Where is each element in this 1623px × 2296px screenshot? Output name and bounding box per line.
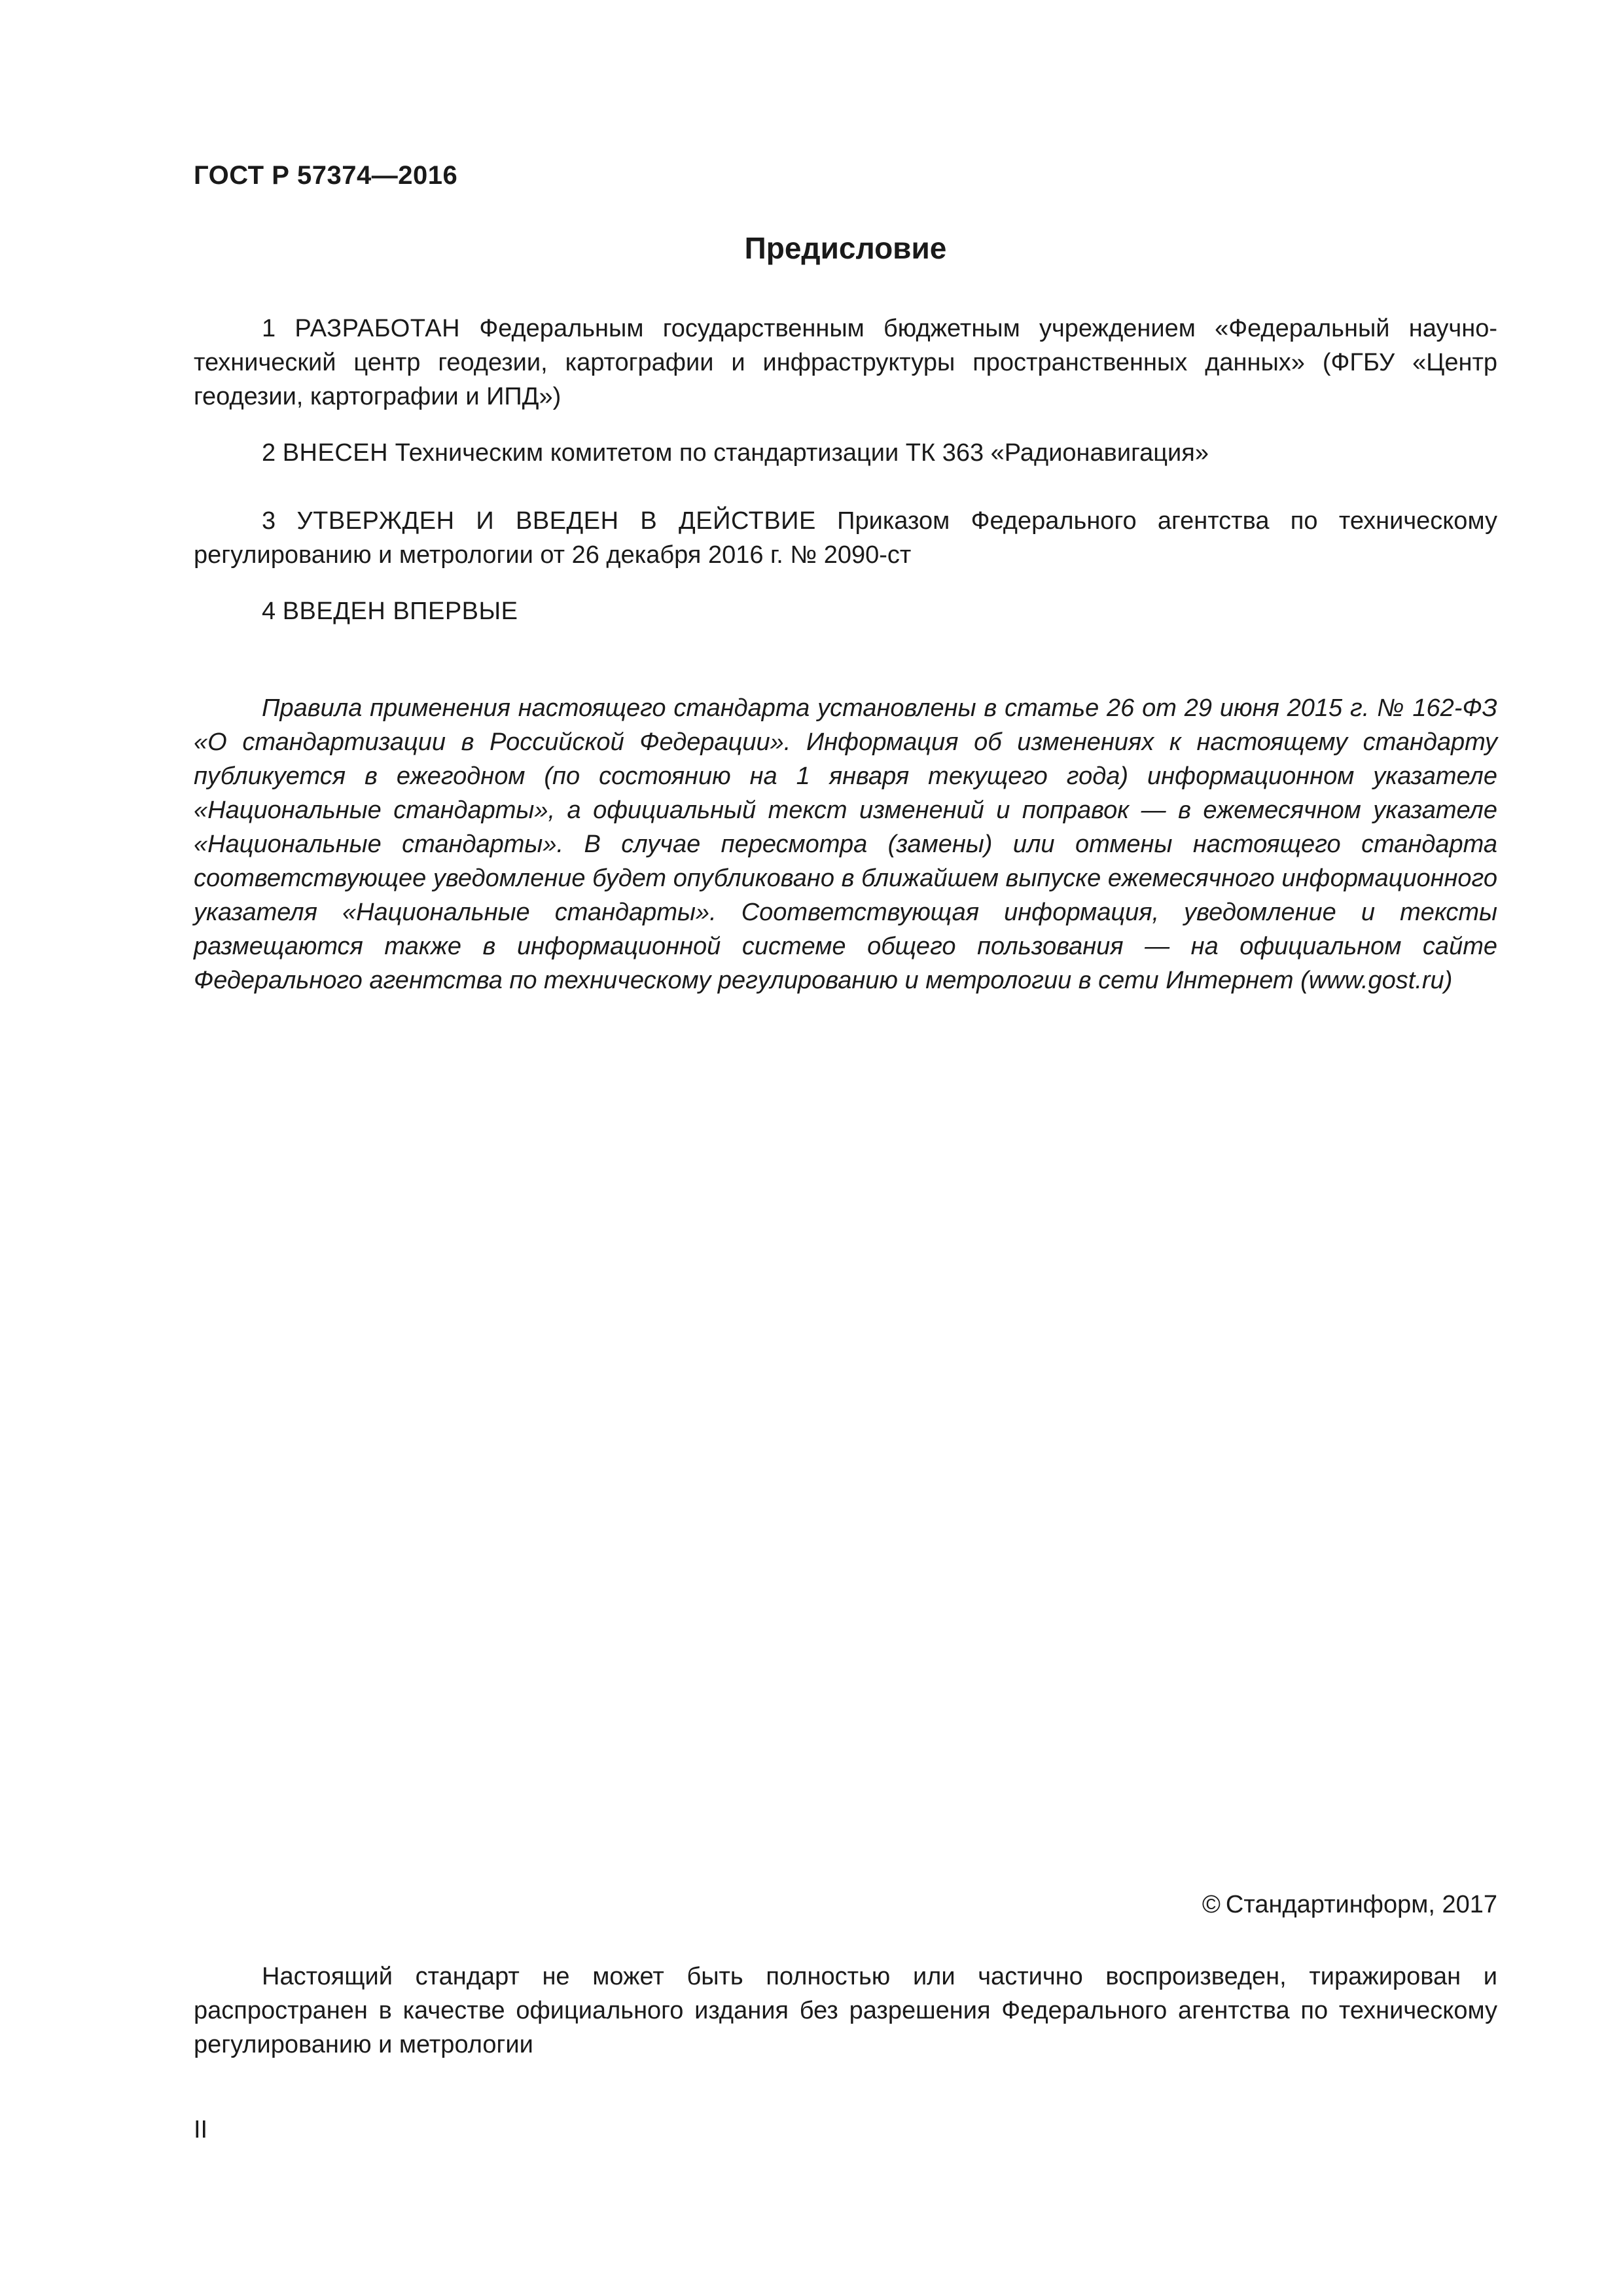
item-lead: ВНЕСЕН xyxy=(282,439,389,467)
foreword-item-3 xyxy=(194,504,1497,572)
page-title: Предисловие xyxy=(744,231,947,265)
item-lead: УТВЕРЖДЕН И ВВЕДЕН В ДЕЙСТВИЕ xyxy=(296,507,816,535)
item-text: Приказом Федерального агентства по техническому регулированию и метрологии от 26 декабря 2016 г. № 2090-ст xyxy=(194,507,1497,569)
rules-paragraph: Правила применения настоящего стандарта установлены в статье 26 от 29 июня 2015 г. № 162-ФЗ «О стандартизации в Российской Федерации». Информация об изменениях к настоящему стандарту публикуется в ежегодном (по состоянию на 1 января текущего года) информационном указателе «Национальные стандарты», а официальный текст изменений и поправок — в ежемесячном указателе «Национальные стандарты». В случае пересмотра (замены) или отмены настоящего стандарта соответствующее уведомление будет опубликовано в ближайшем выпуске ежемесячного информационного указателя «Национальные стандарты». Соответствующая информация, уведомление и тексты размещаются также в информационной системе общего пользования — на официальном сайте Федерального агентства по техническому регулированию и метрологии в сети Интернет (www.gost.ru) xyxy=(194,694,1497,994)
foreword-item-4 xyxy=(194,594,1497,628)
item-text: Федеральным государственным бюджетным учреждением «Федеральный научно-технический центр геодезии, картографии и инфраструктуры пространственных данных» (ФГБУ «Центр геодезии, картографии и ИПД») xyxy=(194,315,1498,410)
item-number: 3 xyxy=(262,507,276,535)
item-number: 4 xyxy=(262,598,276,625)
item-text: Техническим комитетом по стандартизации ТК 363 «Радионавигация» xyxy=(395,439,1209,467)
copyright-text: Стандартинформ, 2017 xyxy=(1225,1891,1497,1918)
copyright xyxy=(1202,1888,1497,1922)
item-lead: ВВЕДЕН ВПЕРВЫЕ xyxy=(282,598,518,625)
reproduction-notice: Настоящий стандарт не может быть полностью или частично воспроизведен, тиражирован и распространен в качестве официального издания без разрешения Федерального агентства по техническому регулированию и метрологии xyxy=(194,1963,1497,2058)
item-lead: РАЗРАБОТАН xyxy=(294,315,461,342)
item-number: 2 xyxy=(262,439,276,467)
foreword-item-1 xyxy=(194,312,1497,414)
page-number: II xyxy=(194,2116,208,2144)
item-number: 1 xyxy=(262,315,276,342)
copyright-symbol: © xyxy=(1202,1891,1221,1918)
document-code: ГОСТ Р 57374—2016 xyxy=(194,161,458,190)
foreword-item-2 xyxy=(194,436,1497,470)
